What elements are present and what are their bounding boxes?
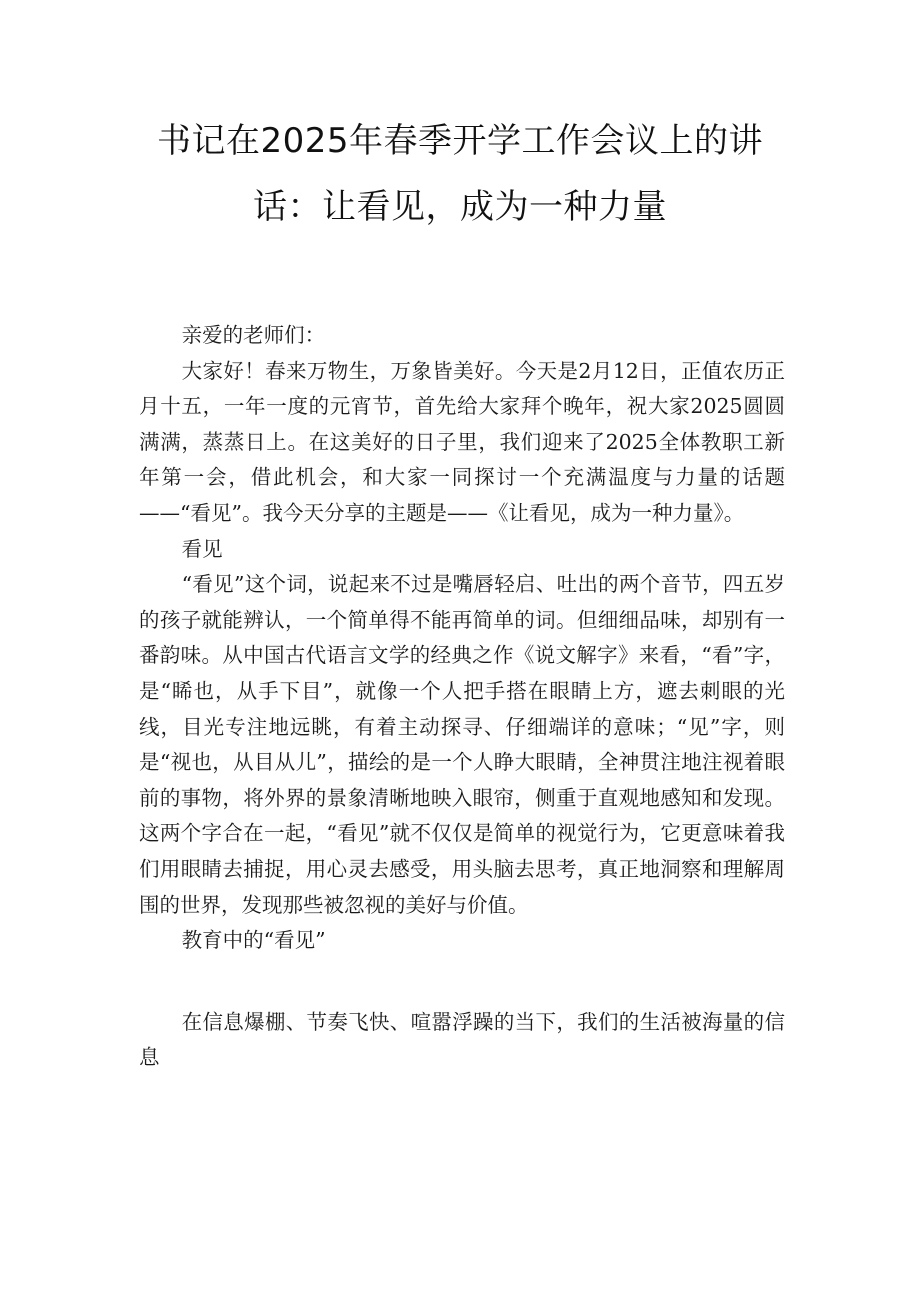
paragraph-information-age: 在信息爆棚、节奏飞快、喧嚣浮躁的当下，我们的生活被海量的信息 xyxy=(139,1009,785,1070)
section-heading-education: 教育中的“看见” xyxy=(181,928,326,953)
title-line-2: 话：让看见，成为一种力量 xyxy=(253,187,667,227)
paragraph-seeing-meaning: “看见”这个词，说起来不过是嘴唇轻启、吐出的两个音节，四五岁的孩子就能辨认，一个简单得不能再简单的词。但细细品味，却别有一番韵味。从中国古代语言文学的经典之作《说文解字》来看，“看”字，是“睎也，从手下目”，就像一个人把手搭在眼睛上方，遮去刺眼的光线，目光专注地远眺，有着主动探寻、仔细端详的意味；“见”字，则是“视也，从目从儿”，描绘的是一个人睁大眼睛，全神贯注地注视着眼前的事物，将外界的景象清晰地映入眼帘，侧重于直观地感知和发现。这两个字合在一起，“看见”就不仅仅是简单的视觉行为，它更意味着我们用眼睛去捕捉，用心灵去感受，用头脑去思考，真正地洞察和理解周围的世界，发现那些被忽视的美好与价值。 xyxy=(139,572,785,917)
section-heading-seeing: 看见 xyxy=(181,536,223,561)
document-body xyxy=(139,318,785,1076)
document-title xyxy=(100,108,820,240)
paragraph-intro: 大家好！春来万物生，万象皆美好。今天是2月12日，正值农历正月十五，一年一度的元宵节，首先给大家拜个晚年，祝大家2025圆圆满满，蒸蒸日上。在这美好的日子里，我们迎来了2025全体教职工新年第一会，借此机会，和大家一同探讨一个充满温度与力量的话题——“看见”。我今天分享的主题是——《让看见，成为一种力量》。 xyxy=(139,358,785,525)
title-line-1: 书记在2025年春季开学工作会议上的讲 xyxy=(156,121,764,161)
greeting: 亲爱的老师们： xyxy=(181,323,326,347)
